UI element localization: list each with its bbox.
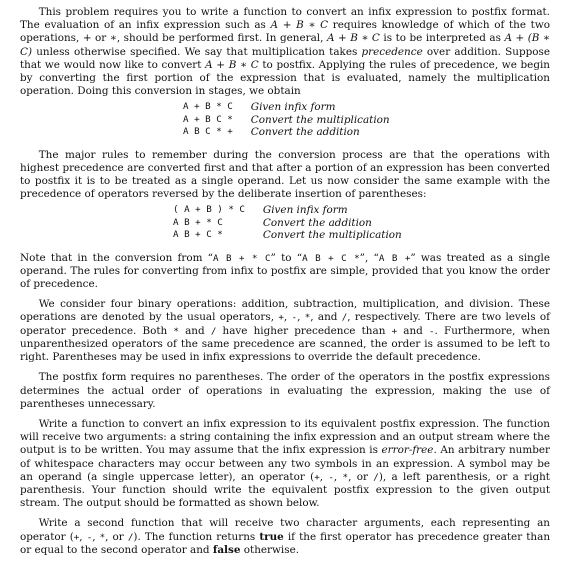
conversion-row [173, 217, 402, 229]
operators-paragraph [20, 298, 550, 364]
expression-cell: A + B * C [183, 101, 233, 113]
operator-code: + [314, 471, 320, 483]
text-run: ), a left parenthesis, or a right parenthesis. Your function should write the equivalent postfix expression to the given output stream. The output should be formatted as shown below. [20, 470, 550, 510]
text-run: , [297, 311, 305, 324]
math-expression: A + (B ∗ C) [20, 32, 550, 58]
expression-cell: A + B C * [183, 113, 233, 125]
expression-cell: A B C * + [183, 126, 233, 138]
problem-statement [20, 6, 550, 557]
rules-paragraph: The major rules to remember during the conversion process are that the operations with highest precedence are converted first and that after a portion of an expression has been converted to postfix it is to be treated as a single operand. Let us now consider the same example with the precedence of operators reversed by the deliberate insertion of parentheses: [20, 148, 550, 201]
text-run: requires knowledge of which of the two operations, + or ∗, should be performed first. In general, [20, 19, 550, 45]
expression-cell: ( A + B ) * C [173, 204, 245, 216]
text-run: ). The function returns [133, 530, 260, 543]
keyword-true: true [259, 530, 284, 543]
text-run: ” to “ [270, 251, 303, 264]
text-run: ”, “ [359, 251, 379, 264]
keyword-false: false [212, 543, 241, 556]
note-paragraph [20, 252, 550, 292]
description-cell: Convert the addition [250, 126, 360, 139]
code-snippet: A B + C * [302, 252, 360, 264]
conversion-row [183, 114, 390, 126]
operator-code: - [86, 531, 93, 543]
text-run: , [283, 311, 292, 324]
task-paragraph [20, 418, 550, 510]
operator-code: / [210, 325, 217, 337]
text-run: , or [105, 530, 128, 543]
emphasis: error-free [381, 444, 434, 457]
text-run: , [92, 530, 100, 543]
operator-code: / [127, 531, 134, 543]
operator-code: / [373, 471, 379, 483]
text-run: and [397, 324, 429, 337]
code-snippet: A B + * C [213, 252, 271, 264]
text-run: , [333, 470, 343, 483]
conversion-table-precedence [183, 101, 390, 138]
text-run: Write a second function that will receive two character arguments, each representing an operator ( [20, 517, 550, 543]
description-cell: Given infix form [250, 101, 336, 114]
conversion-row [183, 126, 390, 138]
conversion-row [183, 101, 390, 113]
text-run: is to be interpreted as [379, 32, 505, 45]
operator-code: - [429, 325, 435, 337]
description-cell: Convert the multiplication [250, 113, 390, 126]
math-expression: A + B ∗ C [326, 32, 380, 45]
text-run: over addition. Suppose that we would now like to convert [20, 45, 550, 71]
postfix-paragraph: The postfix form requires no parentheses. The order of the operators in the postfix expressions determines the actual order of operations in evaluating the expression, making the use of parentheses unnecessary. [20, 371, 550, 410]
text-run: , and [310, 311, 342, 324]
text-run: , respectively. There are two levels of operator precedence. Both [20, 311, 551, 337]
text-run: to postfix. Applying the rules of precedence, we begin by converting the first portion of the expression that is evaluated, namely the multiplication operation. Doing this conversion in stages, we obtain [20, 58, 550, 98]
text-run: Note that in the conversion from “ [20, 251, 213, 264]
math-expression: A + B ∗ C [270, 19, 329, 32]
conversion-table-parentheses [173, 204, 402, 241]
operator-code: - [291, 312, 298, 324]
emphasis: precedence [361, 45, 423, 58]
text-run: We consider four binary operations: addition, subtraction, multiplication, and division. These operations are denoted by the usual operators, [20, 298, 550, 324]
conversion-row [173, 204, 402, 216]
expression-cell: A B + * C [173, 216, 223, 228]
operator-code: - [328, 471, 334, 483]
operator-code: + [278, 312, 284, 324]
text-run: . An arbitrary number of whitespace characters may occur between any two symbols in an expression. A symbol may be an operand (a single uppercase letter), an operator ( [20, 444, 550, 483]
text-run: , [319, 470, 329, 483]
description-cell: Convert the multiplication [262, 229, 402, 242]
operator-code: + [73, 531, 80, 543]
text-run: have higher precedence than [216, 324, 392, 337]
text-run: ” was treated as a single operand. The rules for converting from infix to postfix are simple, provided that you know the order of precedence. [20, 251, 550, 291]
math-expression: A + B ∗ C [205, 58, 259, 71]
text-run: otherwise. [240, 543, 300, 556]
expression-cell: A B + C * [173, 229, 223, 241]
intro-paragraph [20, 6, 550, 98]
text-run: unless otherwise specified. We say that multiplication takes [32, 45, 362, 58]
text-run: . Furthermore, when unparenthesized operators of the same precedence are scanned, the order is assumed to be left to right. Parentheses may be used in infix expressions to override the default precedence. [20, 324, 550, 364]
description-cell: Convert the addition [262, 216, 372, 229]
text-run: , [79, 530, 87, 543]
text-run: and [178, 324, 211, 337]
description-cell: Given infix form [262, 204, 348, 217]
conversion-row [173, 229, 402, 241]
text-run: This problem requires you to write a function to convert an infix expression to postfix format. The evaluation of an infix expression such as [20, 6, 550, 32]
operator-code: * [99, 531, 106, 543]
second-function-paragraph [20, 517, 550, 557]
text-run: if the first operator has precedence greater than or equal to the second operator and [20, 530, 551, 556]
text-run: , or [348, 470, 374, 483]
operator-code: * [342, 471, 349, 483]
operator-code: / [341, 312, 348, 324]
operator-code: * [304, 312, 311, 324]
operator-code: + [391, 325, 398, 337]
code-snippet: A B + [378, 252, 411, 264]
text-run: Write a function to convert an infix expression to its equivalent postfix expression. The function will receive two arguments: a string containing the infix expression and an output stream where the output is to be written. You may assume that the infix expression is [20, 417, 550, 457]
operator-code: * [173, 325, 179, 337]
